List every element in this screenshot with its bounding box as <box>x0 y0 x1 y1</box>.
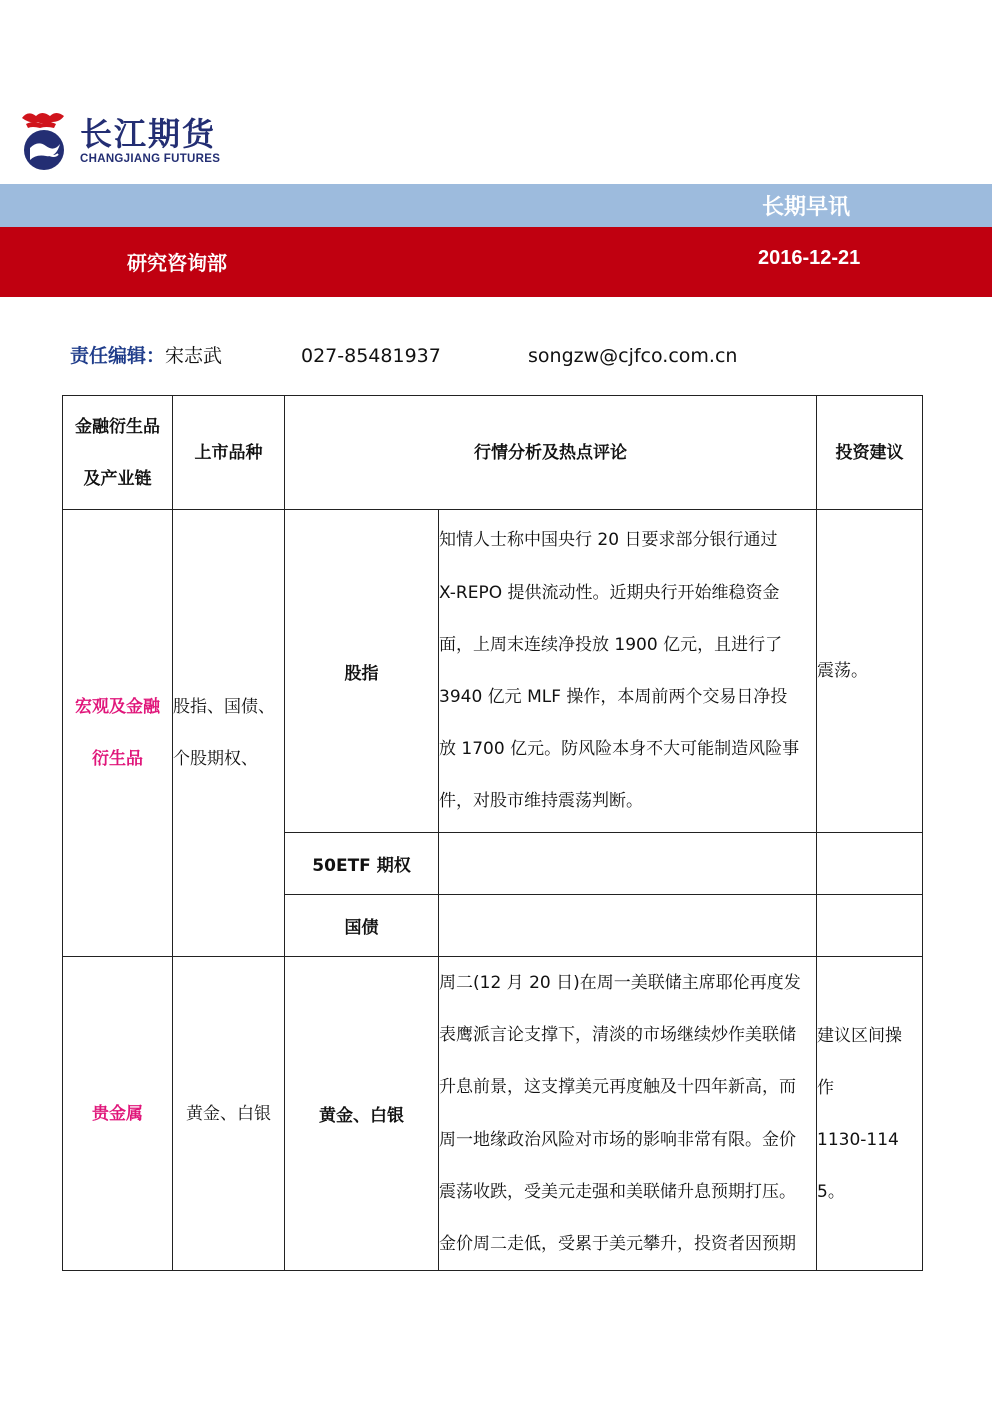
header-analysis: 行情分析及热点评论 <box>285 396 817 510</box>
advice-index: 震荡。 <box>817 510 923 833</box>
analysis-line: 周一地缘政治风险对市场的影响非常有限。金价 <box>439 1129 796 1150</box>
products-macro-line1: 股指、国债、 <box>173 697 275 717</box>
editor-phone: 027-85481937 <box>301 345 441 367</box>
analysis-line: X-REPO 提供流动性。近期央行开始维稳资金 <box>439 582 780 603</box>
dragon-emblem-icon <box>16 108 72 172</box>
analysis-line: 金价周二走低，受累于美元攀升，投资者因预期 <box>439 1234 796 1255</box>
report-title: 长期早讯 <box>762 195 851 220</box>
analysis-index <box>439 510 817 833</box>
table-row <box>63 957 923 1271</box>
analysis-line: 3940 亿元 MLF 操作，本周前两个交易日净投 <box>439 687 788 707</box>
header-category-line2: 及产业链 <box>83 468 152 489</box>
sub-product-etf-option: 50ETF 期权 <box>285 833 439 895</box>
sub-product-metals: 黄金、白银 <box>285 957 439 1271</box>
sub-product-bond: 国债 <box>285 895 439 957</box>
header-products: 上市品种 <box>173 396 285 510</box>
category-macro-line2: 衍生品 <box>92 749 143 769</box>
editor-line <box>70 343 738 369</box>
analysis-etf-option <box>439 833 817 895</box>
products-macro-line2: 个股期权、 <box>173 749 258 769</box>
analysis-bond <box>439 895 817 957</box>
analysis-line: 放 1700 亿元。防风险本身不大可能制造风险事 <box>439 739 800 760</box>
sub-product-index: 股指 <box>285 510 439 833</box>
table-header-row <box>63 396 923 510</box>
editor-label: 责任编辑： <box>70 345 166 367</box>
header-advice: 投资建议 <box>817 396 923 510</box>
report-date: 2016-12-21 <box>758 247 861 269</box>
logo-chinese-text: 长江期货 <box>80 115 217 153</box>
header-category <box>63 396 173 510</box>
products-metals: 黄金、白银 <box>173 957 285 1271</box>
analysis-line: 震荡收跌，受美元走强和美联储升息预期打压。 <box>439 1181 796 1202</box>
analysis-line: 周二(12 月 20 日)在周一美联储主席耶伦再度发 <box>439 973 801 993</box>
table-row <box>63 510 923 833</box>
advice-line: 建议区间操 <box>817 1025 902 1046</box>
department-band <box>0 227 992 297</box>
editor-name: 宋志武 <box>165 345 223 367</box>
analysis-line: 表鹰派言论支撑下，清淡的市场继续炒作美联储 <box>439 1025 796 1046</box>
products-macro <box>173 510 285 957</box>
analysis-metals <box>439 957 817 1271</box>
advice-etf-option <box>817 833 923 895</box>
market-table <box>62 395 923 1271</box>
category-macro-line1: 宏观及金融 <box>75 697 160 717</box>
logo-english-text: CHANGJIANG FUTURES <box>80 153 221 165</box>
advice-line: 5。 <box>817 1181 845 1202</box>
analysis-line: 面，上周末连续净投放 1900 亿元，且进行了 <box>439 634 783 655</box>
analysis-line: 知情人士称中国央行 20 日要求部分银行通过 <box>439 530 778 551</box>
analysis-line: 升息前景，这支撑美元再度触及十四年新高，而 <box>439 1077 796 1098</box>
editor-email[interactable]: songzw@cjfco.com.cn <box>528 345 738 367</box>
category-macro <box>63 510 173 957</box>
advice-line: 1130-114 <box>817 1129 899 1150</box>
advice-bond <box>817 895 923 957</box>
analysis-line: 件，对股市维持震荡判断。 <box>439 791 643 812</box>
header-category-line1: 金融衍生品 <box>75 416 160 437</box>
title-band <box>0 184 992 227</box>
category-metals: 贵金属 <box>63 957 173 1271</box>
department-name: 研究咨询部 <box>127 251 227 275</box>
advice-line: 作 <box>817 1077 834 1098</box>
advice-metals <box>817 957 923 1271</box>
company-logo <box>16 108 256 172</box>
